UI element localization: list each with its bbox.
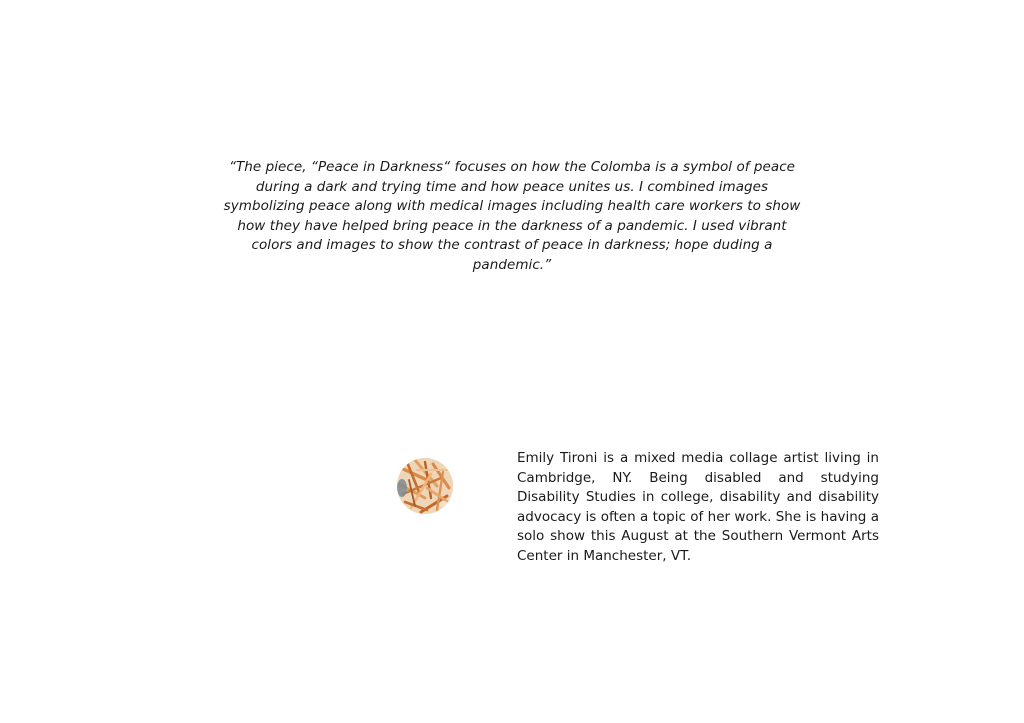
collage-artwork-image — [397, 458, 453, 514]
artist-statement-quote: “The piece, “Peace in Darkness“ focuses on how the Colomba is a symbol of peace during a dark and trying time and how peace unites us. I combined images symbolizing peace along with medical images including health care workers to show how they have helped bring peace in the darkness of a pandemic. I used vibrant colors and images to show the contrast of peace in darkness; hope duding a pandemic.” — [223, 159, 801, 273]
artist-thumbnail — [397, 458, 453, 514]
artist-bio-text: Emily Tironi is a mixed media collage artist living in Cambridge, NY. Being disabled and studying Disability Studies in college, disability and disability advocacy is often a topic of her work. She is having a solo show this August at the Southern Vermont Arts Center in Manchester, VT. — [517, 450, 879, 564]
